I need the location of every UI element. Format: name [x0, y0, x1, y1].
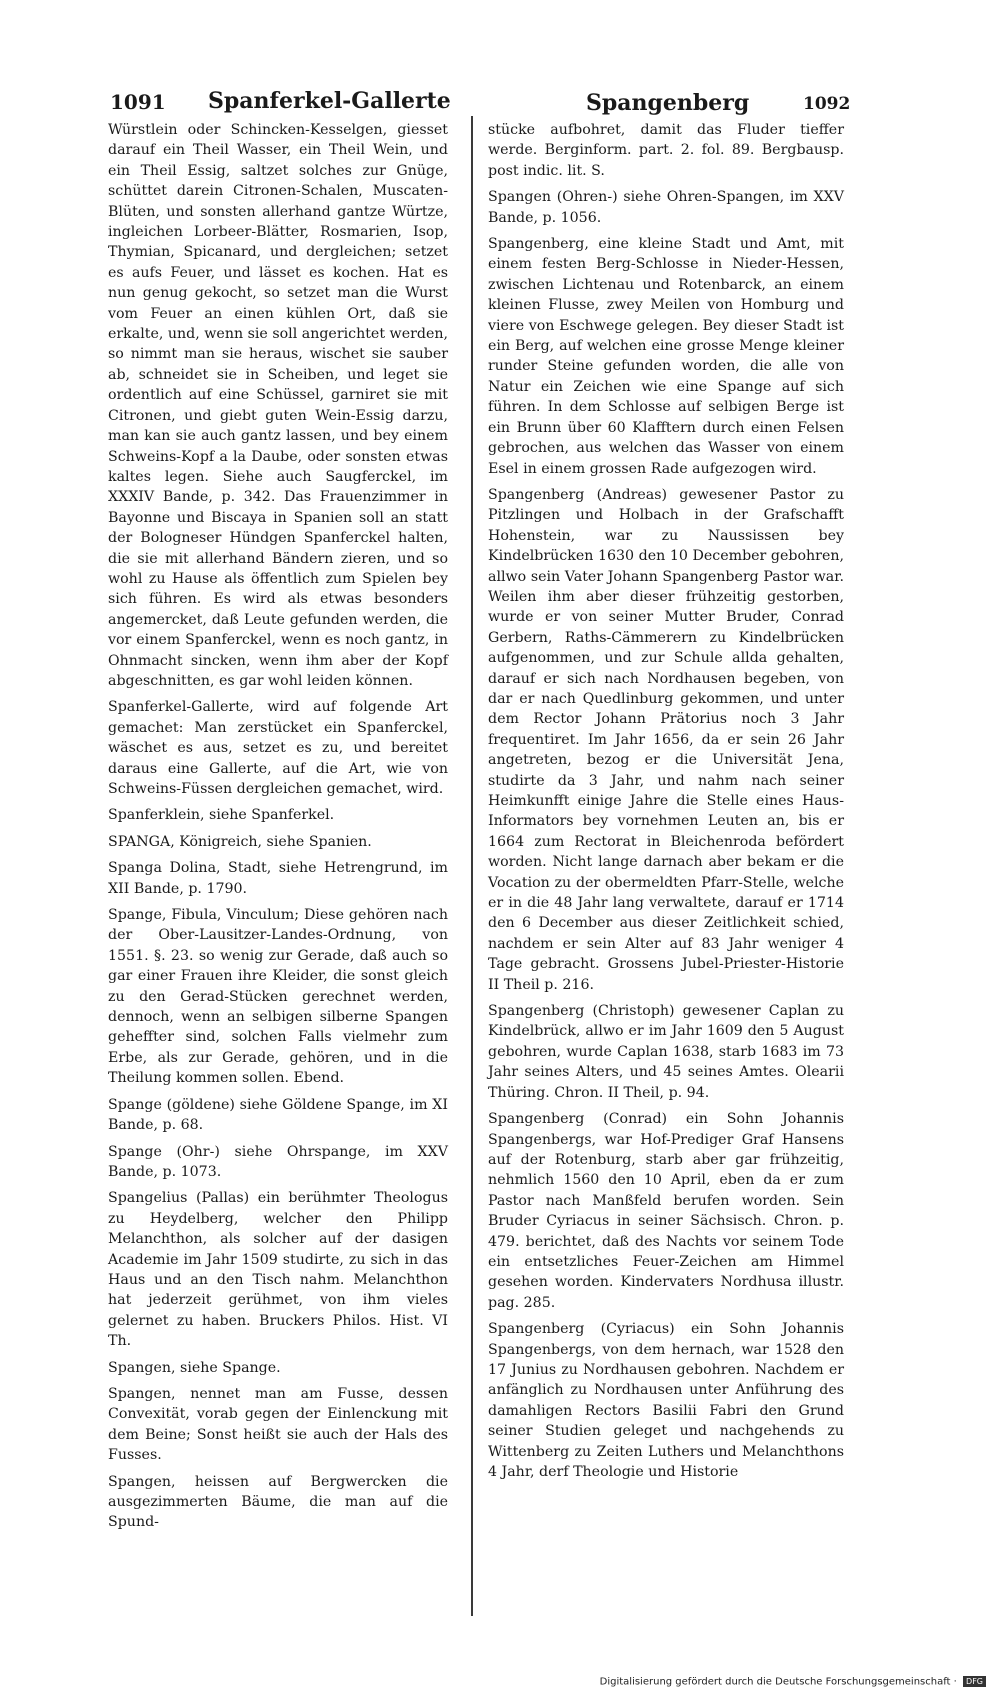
digitization-footer — [600, 1676, 986, 1688]
entry-paragraph: Spangenberg, eine kleine Stadt und Amt, mit einem festen Berg-Schlosse in Nieder-Hessen, zwischen Lichtenau und Rotenbarck, an einem kleinen Flusse, zwey Meilen von Homburg und viere von Eschwege gelegen. Bey dieser Stadt ist ein Berg, auf welchen eine grosse Menge kleiner runder Steine gefunden worden, die alle von Natur ein Zeichen wie eine Spange auf sich führen. In dem Schlosse auf selbigen Berge ist ein Brunn über 60 Klafftern durch einen Felsen gebrochen, aus welchen das Wasser von einem Esel in einem grossen Rade aufgezogen wird. — [488, 236, 844, 477]
page-header — [108, 86, 851, 120]
entry-paragraph: Spangenberg (Christoph) gewesener Caplan zu Kindelbrück, allwo er im Jahr 1609 den 5 August gebohren, wurde Caplan 1638, starb 1683 im 73 Jahr seines Alters, und 45 seines Amtes. Olearii Thüring. Chron. II Theil, p. 94. — [488, 1003, 844, 1101]
right-column — [488, 120, 844, 1488]
entry-paragraph: Spangenberg (Andreas) gewesener Pastor zu Pitzlingen und Holbach in der Grafschafft Hohenstein, war zu Naussissen bey Kindelbrücken 1630 den 10 December gebohren, allwo sein Vater Johann Spangenberg Pastor war. Weilen ihm aber dieser frühzeitig gestorben, wurde er von seiner Mutter Bruder, Conrad Gerbern, Raths-Cämmerern zu Kindelbrücken aufgenommen, und zur Schule allda gehalten, darauf er sich nach Nordhausen begeben, von dar er nach Quedlinburg gekommen, und unter dem Rector Johann Prätorius noch 3 Jahr frequentiret. Im Jahr 1656, da er sein 26 Jahr angetreten, bezog er die Universität Jena, studirte da 3 Jahr, und nahm nach seiner Heimkunfft einige Jahre die Stelle eines Haus-Informators bey vornehmen Leuten an, bis er 1664 zum Rectorat in Bleichenroda befördert worden. Nicht lange darnach aber bekam er die Vocation zu der obermeldten Pfarr-Stelle, welche er in die 48 Jahr lang verwaltete, darauf er 1714 den 6 December aus dieser Zeitlichkeit schied, nachdem er sein Alter auf 83 Jahr weniger 4 Tage gebracht. Grossens Jubel-Priester-Historie II Theil p. 216. — [488, 486, 844, 993]
entry-paragraph: Spanferkel-Gallerte, wird auf folgende Art gemachet: Man zerstücket ein Spanferckel, wäschet es aus, setzet es zu, und bereitet daraus eine Gallerte, auf die Art, wie von Schweins-Füssen dergleichen gemachet, wird. — [108, 699, 448, 797]
entry-paragraph: stücke aufbohret, damit das Fluder tieffer werde. Berginform. part. 2. fol. 89. Bergbausp. post indic. lit. S. — [488, 122, 844, 179]
entry-paragraph: SPANGA, Königreich, siehe Spanien. — [108, 833, 372, 850]
entry-paragraph: Spangen, heissen auf Bergwercken die ausgezimmerten Bäume, die man auf die Spund- — [108, 1473, 448, 1531]
entry-paragraph: Spanga Dolina, Stadt, siehe Hetrengrund, im XII Bande, p. 1790. — [108, 860, 448, 897]
entry-paragraph: Würstlein oder Schincken-Kesselgen, giesset darauf ein Theil Wasser, ein Theil Wein, und ein Theil Essig, saltzet solches zur Gnüge, schüttet darein Citronen-Schalen, Muscaten-Blüten, und sonsten allerhand gantze Würtze, ingleichen Lorbeer-Blätter, Rosmarien, Isop, Thymian, Spicanard, und dergleichen; setzet es aufs Feuer, und lässet es kochen. Hat es nun genug gekocht, so setzet man die Wurst vom Feuer an einen kühlen Ort, daß sie erkalte, und, wenn sie soll angerichtet werden, so nimmt man sie heraus, wischet sie sauber ab, schneidet sie in Scheiben, und leget sie ordentlich auf eine Schüssel, garniret sie mit Citronen, und giebt guten Wein-Essig darzu, man kan sie auch gantz lassen, und bey einem Schweins-Kopf a la Daube, oder sonsten etwas kaltes legen. Siehe auch Saugferckel, im XXXIV Bande, p. 342. Das Frauenzimmer in Bayonne und Biscaya in Spanien soll an statt der Bologneser Hündgen Spanferckel halten, die sie mit allerhand Bändern zieren, und so wohl zu Hause als öffentlich zum Spielen bey sich führen. Es wird als etwas besonders angemercket, daß Leute gefunden werden, die vor einem Spanferckel, wenn es noch gantz, in Ohnmacht sincken, wenn ihm aber der Kopf abgeschnitten, es gar wohl leiden können. — [108, 122, 448, 689]
entry-paragraph: Spangen, nennet man am Fusse, dessen Convexität, vorab gegen der Einlenckung mit dem Beine; Sonst heißt sie auch der Hals des Fusses. — [108, 1385, 448, 1464]
dfg-logo: DFG — [963, 1676, 986, 1687]
entry-paragraph: Spange (göldene) siehe Göldene Spange, im XI Bande, p. 68. — [108, 1096, 448, 1134]
right-running-title: Spangenberg — [586, 90, 750, 116]
left-column — [108, 120, 448, 1539]
entry-paragraph: Spangen, siehe Spange. — [108, 1359, 281, 1376]
entry-paragraph: Spangen (Ohren-) siehe Ohren-Spangen, im XXV Bande, p. 1056. — [488, 189, 844, 226]
column-divider — [471, 116, 473, 1616]
entry-paragraph: Spanferklein, siehe Spanferkel. — [108, 807, 335, 824]
entry-paragraph: Spangenberg (Cyriacus) ein Sohn Johannis Spangenbergs, von dem hernach, war 1528 den 17 Junius zu Nordhausen gebohren. Nachdem er anfänglich zu Nordhausen unter Anführung des damahligen Rectors Basilii Fabri den Grund seiner Studien geleget und nachgehends zu Wittenberg zu Zeiten Luthers und Melanchthons 4 Jahr, derf Theologie und Historie — [488, 1321, 844, 1480]
entry-paragraph: Spange (Ohr-) siehe Ohrspange, im XXV Bande, p. 1073. — [108, 1143, 448, 1180]
left-running-title: Spanferkel-Gallerte — [208, 88, 451, 114]
entry-paragraph: Spange, Fibula, Vinculum; Diese gehören nach der Ober-Lausitzer-Landes-Ordnung, von 1551. §. 23. so wenig zur Gerade, daß auch so gar einer Frauen ihre Kleider, die sonst gleich zu den Gerad-Stücken gerechnet werden, dennoch, wenn an selbigen silberne Spangen geheffter sind, solchen Falls vielmehr zum Erbe, als zur Gerade, gehören, und in die Theilung kommen sollen. Ebend. — [108, 907, 448, 1087]
entry-paragraph: Spangenberg (Conrad) ein Sohn Johannis Spangenbergs, war Hof-Prediger Graf Hansens auf der Rotenburg, starb aber gar frühzeitig, nehmlich 1560 den 10 April, eben da er zum Pastor nach Manßfeld berufen worden. Sein Bruder Cyriacus in seiner Sächsisch. Chron. p. 479. berichtet, daß des Nachts vor seinem Tode ein entsetzliches Feuer-Zeichen am Himmel gesehen worden. Kindervaters Nordhusa illustr. pag. 285. — [488, 1111, 844, 1311]
right-page-number: 1092 — [803, 94, 851, 114]
page — [108, 86, 851, 1626]
left-page-number: 1091 — [110, 90, 166, 114]
footer-text: Digitalisierung gefördert durch die Deutsche Forschungsgemeinschaft · — [599, 1676, 957, 1687]
entry-paragraph: Spangelius (Pallas) ein berühmter Theologus zu Heydelberg, welcher den Philipp Melanchthon, als solcher auf der dasigen Academie im Jahr 1509 studirte, zu sich in das Haus und an den Tisch nahm. Melanchthon hat jederzeit gerühmet, von ihm vieles gelernet zu haben. Bruckers Philos. Hist. VI Th. — [108, 1190, 448, 1350]
